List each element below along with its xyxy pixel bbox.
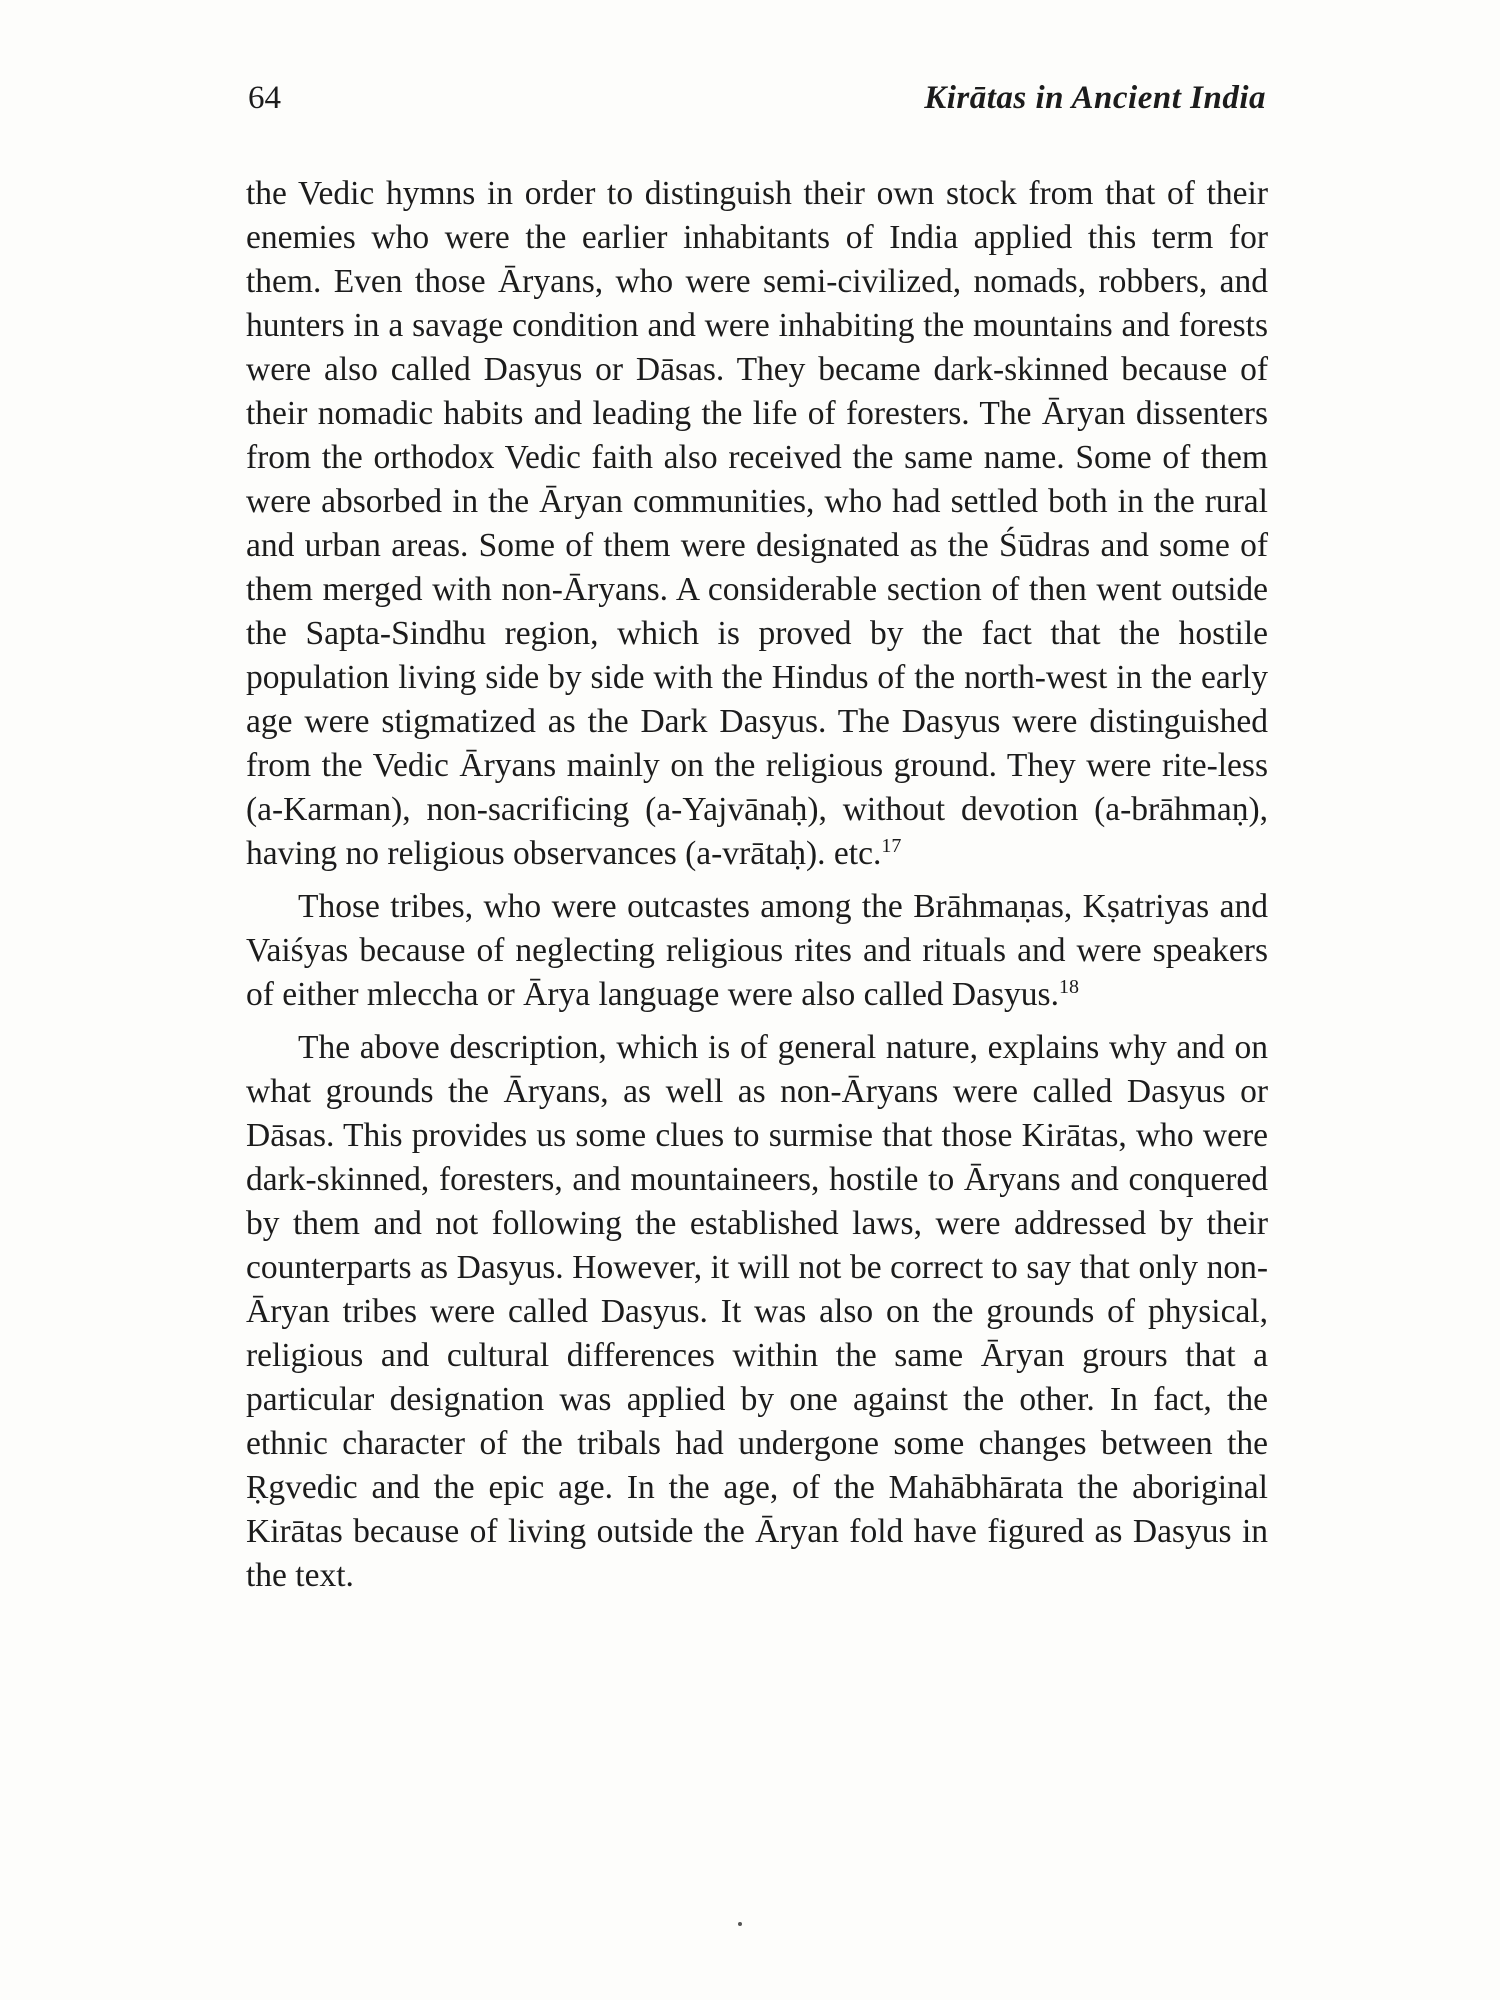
- print-speck: [738, 1922, 742, 1926]
- paragraph-text: the Vedic hymns in order to distinguish their own stock from that of their enemies who were the earlier inhabitants of India applied this term for them. Even those Āryans, who were semi-civilized, nomads, robbers, and hunters in a savage condition and were inhabiting the mountains and forests were also called Dasyus or Dāsas. They became dark-skinned because of their nomadic habits and leading the life of foresters. The Āryan dissenters from the orthodox Vedic faith also received the same name. Some of them were absorbed in the Āryan communities, who had settled both in the rural and urban areas. Some of them were designated as the Śūdras and some of them merged with non-Āryans. A considerable section of then went outside the Sapta-Sindhu region, which is proved by the fact that the hostile population living side by side with the Hindus of the north-west in the early age were stigmatized as the Dark Dasyus. The Dasyus were distinguished from the Vedic Āryans mainly on the religious ground. They were rite-less (a-Karman), non-sacrificing (a-Yajvānaḥ), without devotion (a-brāhmaṇ), having no religious observances (a-vrātaḥ). etc.: [246, 175, 1268, 872]
- running-title: Kirātas in Ancient India: [924, 80, 1266, 116]
- footnote-ref: 17: [881, 834, 902, 857]
- paragraph: [246, 885, 1268, 1017]
- paragraph: [246, 1026, 1268, 1598]
- page-header: [248, 80, 1266, 130]
- paragraph-text: Those tribes, who were outcastes among the Brāhmaṇas, Kṣatriyas and Vaiśyas because of neglecting religious rites and rituals and were speakers of either mleccha or Ārya language were also called Dasyus.: [246, 888, 1268, 1013]
- paragraph-text: The above description, which is of general nature, explains why and on what grounds the Āryans, as well as non-Āryans were called Dasyus or Dāsas. This provides us some clues to surmise that those Kirātas, who were dark-skinned, foresters, and mountaineers, hostile to Āryans and conquered by them and not following the established laws, were addressed by their counterparts as Dasyus. However, it will not be correct to say that only non-Āryan tribes were called Dasyus. It was also on the grounds of physical, religious and cultural differences within the same Āryan grours that a particular designation was applied by one against the other. In fact, the ethnic character of the tribals had undergone some changes between the Ṛgvedic and the epic age. In the age, of the Mahābhārata the aboriginal Kirātas because of living outside the Āryan fold have figured as Dasyus in the text.: [246, 1029, 1268, 1594]
- body-text: [246, 172, 1268, 1598]
- paragraph: [246, 172, 1268, 876]
- footnote-ref: 18: [1058, 975, 1079, 998]
- page-number: 64: [248, 80, 281, 116]
